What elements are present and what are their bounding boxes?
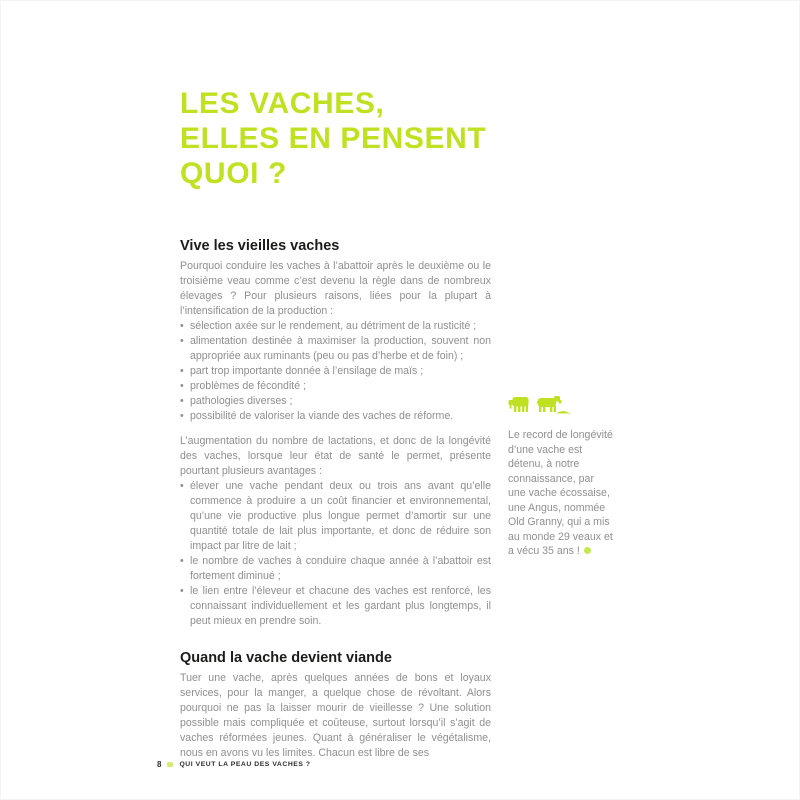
list-item: • part trop importante donnée à l’ensilage de maïs ; [180,364,491,379]
chapter-title-line-3: QUOI ? [180,157,287,190]
green-square-icon [167,762,173,767]
list-item: • alimentation destinée à maximiser la production, souvent non appropriée aux ruminants (peu ou pas d’herbe et de foin) ; [180,334,491,364]
sidebar-note [508,394,614,559]
bullet-list-raisons [180,319,491,424]
list-item: • sélection axée sur le rendement, au détriment de la rusticité ; [180,319,491,334]
list-item: • le lien entre l’éleveur et chacune des vaches est renforcé, les connaissant individuellement et les gardant plus longtemps, il peut mieux en prendre soin. [180,584,491,629]
sidebar-note-text [508,428,614,559]
list-item: • le nombre de vaches à conduire chaque année à l’abattoir est fortement diminué ; [180,554,491,584]
sidebar-note-body: Le record de longévité d’une vache est détenu, à notre connaissance, par une vache écossaise, une Angus, nommée Old Granny, qui a mis au monde 29 veaux et a vécu 35 ans ! [508,429,613,557]
list-item: • possibilité de valoriser la viande des vaches de réforme. [180,409,491,424]
bullet-list-avantages [180,479,491,629]
section-heading-vieilles-vaches: Vive les vieilles vaches [180,238,340,254]
paragraph-tuer-une-vache: Tuer une vache, après quelques années de bons et loyaux services, pour la manger, a quelque chose de révoltant. Alors pourquoi ne pas la laisser mourir de vieillesse ? Une solution possible mais compliquée et coûteuse, surtout lorsqu’il s’agit de vaches réformées jeunes. Quant à généraliser le végétalisme, nous en avons vu les limites. Chacun est libre de ses [180,672,491,759]
list-item: • élever une vache pendant deux ou trois ans avant qu’elle commence à produire a un coût financier et environnemental, qu’une vie productive plus longue permet d’amortir sur une quantité totale de lait plus importante, et donc de réduire son impact par litre de lait ; [180,479,491,554]
chapter-title-line-1: LES VACHES, [180,87,385,120]
book-title: QUI VEUT LA PEAU DES VACHES ? [179,761,311,768]
paragraph-lactations: L’augmentation du nombre de lactations, et donc de la longévité des vaches, lorsque leur état de santé le permet, présente pourtant plusieurs avantages : [180,435,491,477]
cows-icon [508,394,614,419]
main-column [180,86,491,761]
section-heading-vache-viande: Quand la vache devient viande [180,650,392,666]
list-item: • problèmes de fécondité ; [180,379,491,394]
paragraph-intro: Pourquoi conduire les vaches à l’abattoir après le deuxième ou le troisième veau comme c’est devenu la règle dans de nombreux élevages ? Pour plusieurs raisons, liées pour la plupart à l’intensification de la production : [180,260,491,317]
list-item: • pathologies diverses ; [180,394,491,409]
green-dot-icon [584,547,591,554]
chapter-title [180,86,491,191]
page-number: 8 [157,760,162,769]
page-footer [157,760,311,769]
chapter-title-line-2: ELLES EN PENSENT [180,122,487,155]
